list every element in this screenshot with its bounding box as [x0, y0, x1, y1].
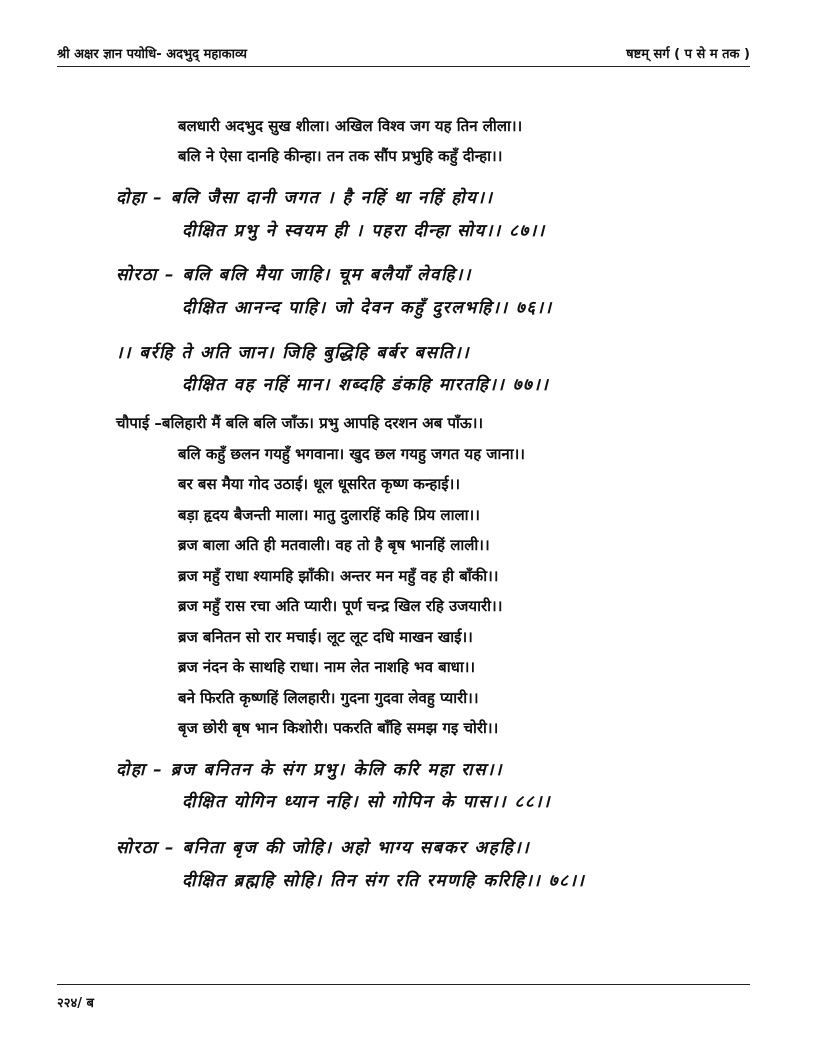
soratha-line: दीक्षित ब्रह्महि सोहि। तिन संग रति रमणहि करिहि।। ७८।। — [182, 871, 586, 891]
chaupai-line: ब्रज महुँ राधा श्यामहि झाँकी। अन्तर मन महुँ वह ही बाँकी।। — [178, 567, 499, 585]
verse-line: बलि ने ऐसा दानहि कीन्हा। तन तक सौंप प्रभुहि कहुँ दीन्हा।। — [178, 147, 503, 165]
chapter-title: षष्टम् सर्ग ( प से म तक ) — [626, 47, 750, 62]
soratha-line: ।। बर्रहि ते अति जान। जिहि बुद्धिहि बर्बर बसति।। — [116, 343, 471, 363]
chaupai-line: बृज छोरी बृष भान किशोरी। पकरति बाँहि समझ गइ चोरी।। — [178, 719, 499, 737]
chaupai-line: ब्रज नंदन के साथहि राधा। नाम लेत नाशहि भव बाधा।। — [178, 658, 476, 676]
book-title: श्री अक्षर ज्ञान पयोधि- अदभुद् महाकाव्य — [57, 47, 247, 62]
doha-line: दीक्षित योगिन ध्यान नहि। सो गोपिन के पास।। ८८।। — [182, 792, 552, 812]
chaupai-line: ब्रज बनितन सो रार मचाई। लूट लूट दधि माखन खाई।। — [178, 628, 473, 646]
footer-divider — [57, 984, 750, 985]
chaupai-line: बड़ा हृदय बैजन्ती माला। मातु दुलारहिं कहि प्रिय लाला।। — [178, 506, 480, 524]
chaupai-line: ब्रज बाला अति ही मतवाली। वह तो है बृष भानहिं लाली।। — [178, 536, 490, 554]
doha-line: दीक्षित प्रभु ने स्वयम ही । पहरा दीन्हा सोय।। ८७।। — [182, 221, 546, 241]
soratha-line: सोरठा – बनिता बृज की जोहि। अहो भाग्य सबकर अहहि।। — [116, 838, 531, 858]
chaupai-line: चौपाई –बलिहारी मैं बलि बलि जाँऊ। प्रभु आपहि दरशन अब पाँऊ।। — [116, 414, 484, 432]
doha-line: दोहा – बलि जैसा दानी जगत । है नहिं था नहिं होय।। — [116, 188, 494, 208]
chaupai-line: बलि कहुँ छलन गयहुँ भगवाना। खुद छल गयहु जगत यह जाना।। — [178, 445, 525, 463]
chaupai-line: बर बस मैया गोद उठाई। धूल धूसरित कृष्ण कन्हाई।। — [178, 475, 461, 493]
verse-line: बलधारी अदभुद सुख शीला। अखिल विश्व जग यह तिन लीला।। — [178, 117, 523, 135]
page-number: २२४/ ब — [57, 996, 94, 1011]
doha-line: दोहा – ब्रज बनितन के संग प्रभु। केलि करि महा रास।। — [116, 760, 503, 780]
chaupai-line: बने फिरति कृष्णहिं लिलहारी। गुदना गुदवा लेवहु प्यारी।। — [178, 689, 479, 707]
soratha-line: सोरठा – बलि बलि मैया जाहि। चूम बलैयाँ लेवहि।। — [116, 265, 472, 285]
soratha-line: दीक्षित वह नहिं मान। शब्दहि डंकहि मारतहि।। ७७।। — [182, 375, 550, 395]
page-header — [57, 40, 750, 67]
chaupai-line: ब्रज महुँ रास रचा अति प्यारी। पूर्ण चन्द्र खिल रहि उजयारी।। — [178, 597, 503, 615]
soratha-line: दीक्षित आनन्द पाहि। जो देवन कहुँ दुरलभहि।। ७६।। — [182, 298, 553, 318]
